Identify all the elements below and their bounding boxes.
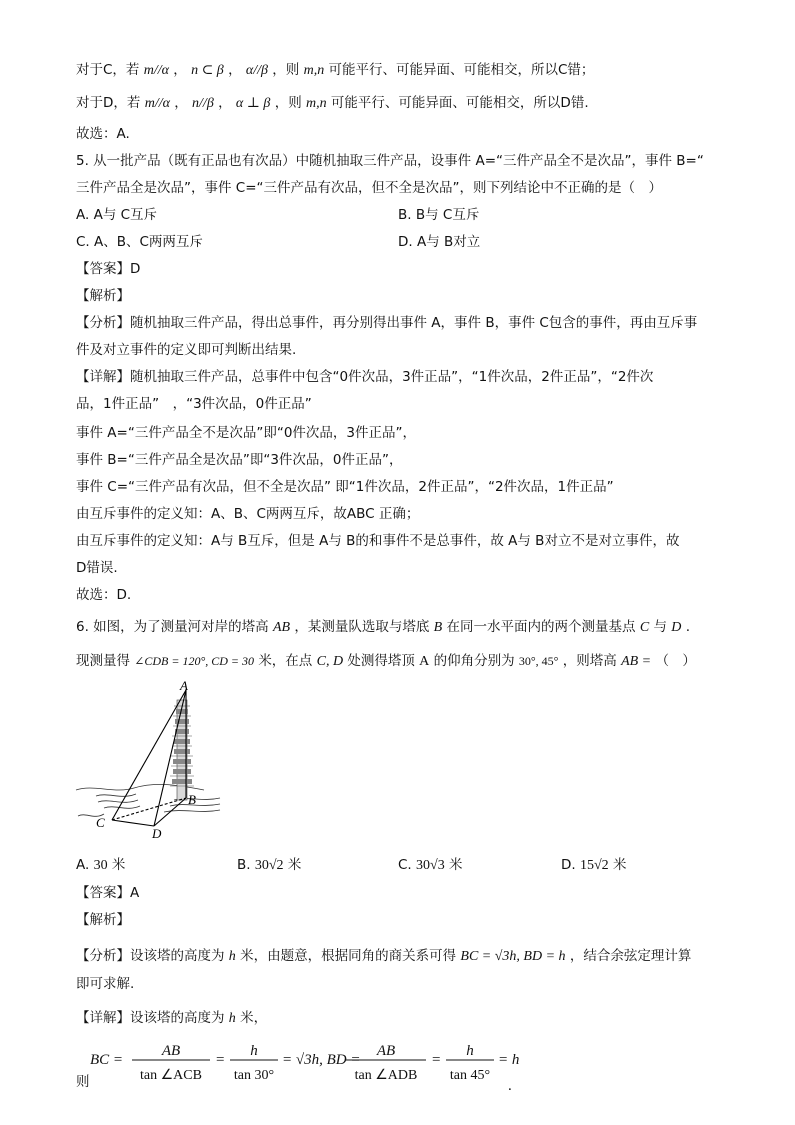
q6-option-d-label: D. — [561, 857, 576, 873]
q5-option-c: C. A、B、C两两互斥 — [76, 234, 203, 250]
q6-stem-dot: . — [685, 619, 690, 635]
q6-stem2-text-3: 处测得塔顶 — [347, 653, 415, 669]
q6-math-angle: ∠CDB = 120°, CD = 30 — [134, 654, 255, 668]
q6-stem-text-2: ，某测量队选取与塔底 — [294, 619, 430, 635]
q6-stem2-text-4: 的仰角分别为 — [433, 653, 515, 669]
q6-option-a-label: A. — [76, 857, 90, 873]
formula-frac4-den: tan 45° — [449, 1068, 491, 1083]
q6-option-c-label: C. — [398, 857, 412, 873]
formula-bc-bd — [76, 1036, 736, 1092]
q6-math-d: D — [671, 620, 682, 635]
q6-detail-math-h: h — [228, 1011, 236, 1026]
q6-stem-line-1 — [76, 617, 690, 638]
tower-figure — [74, 680, 234, 840]
q6-stem-text-4: 与 — [653, 619, 667, 635]
formula-eq4: = h — [498, 1052, 520, 1068]
figure-label-d: D — [152, 826, 162, 840]
q6-analysis-text-2: 米，由题意，根据同角的商关系可得 — [240, 948, 457, 964]
q6-math-b: B — [433, 620, 443, 635]
q6-option-d-value: 15√2 — [579, 858, 609, 873]
q6-analysis-math-bc: BC = √3h, BD = h — [460, 949, 566, 964]
q6-option-a — [76, 855, 125, 876]
formula-eq3: = — [432, 1052, 441, 1068]
case-d-prefix: 对于D，若 — [76, 95, 141, 111]
q5-detail-line-5: 事件 C=“三件产品有次品，但不全是次品” 即“1件次品，2件正品”，“2件次品，1件正品” — [76, 479, 614, 495]
formula-frac3-num: AB — [376, 1043, 396, 1059]
q5-choose-line: 故选：D. — [76, 587, 132, 603]
case-c-line — [76, 60, 594, 81]
q6-math-c: C — [639, 620, 650, 635]
q6-analysis-line-1 — [76, 946, 691, 967]
q5-detail-line-8: D错误. — [76, 560, 118, 576]
river-waves — [76, 784, 220, 816]
formula-bc-label: BC = — [90, 1052, 124, 1068]
q6-analysis-line-2: 即可求解. — [76, 976, 135, 992]
q5-stem-line-2: 三件产品全是次品”，事件 C=“三件产品有次品，但不全是次品”，则下列结论中不正确的是（ ） — [76, 180, 663, 196]
q5-answer: 【答案】D — [76, 261, 141, 277]
q6-option-b-label: B. — [237, 857, 251, 873]
formula-frac1-num: AB — [161, 1043, 181, 1059]
q5-detail-line-2: 品，1件正品” ，“3件次品，0件正品” — [76, 396, 312, 412]
q6-math-ab: AB — [272, 620, 291, 635]
q6-option-a-unit: 米 — [111, 857, 126, 873]
case-c-sep-2: ， — [228, 62, 242, 78]
q6-analysis-text-3: ，结合余弦定理计算 — [569, 948, 692, 964]
q6-answer: 【答案】A — [76, 885, 140, 901]
q6-math-cd: C, D — [316, 654, 344, 669]
case-d-math-2: n//β — [192, 96, 214, 111]
q6-math-angles: 30°, 45° — [518, 654, 559, 668]
q6-stem-text-3: 在同一水平面内的两个测量基点 — [446, 619, 636, 635]
q6-analysis-text-1: 【分析】设该塔的高度为 — [76, 948, 225, 964]
case-c-math-2: n ⊂ β — [191, 63, 224, 78]
q6-option-a-value: 30 — [93, 858, 108, 873]
q6-option-d-unit: 米 — [612, 857, 627, 873]
q6-stem-text-1: 6. 如图，为了测量河对岸的塔高 — [76, 619, 269, 635]
figure-label-b: B — [188, 792, 196, 807]
q6-detail-text-1: 【详解】设该塔的高度为 — [76, 1010, 225, 1026]
formula-frac3-den: tan ∠ADB — [354, 1068, 418, 1083]
q5-analysis-line-2: 件及对立事件的定义即可判断出结果. — [76, 342, 297, 358]
q6-stem2-text-1: 现测量得 — [76, 653, 130, 669]
q5-jiexi-heading: 【解析】 — [76, 288, 130, 304]
case-d-line — [76, 93, 589, 114]
q6-option-b-value: 30√2 — [254, 858, 284, 873]
q6-analysis-math-h: h — [228, 949, 236, 964]
case-c-sep-3: ，则 — [272, 62, 300, 78]
case-d-sep-1: ， — [174, 95, 188, 111]
q6-option-b — [237, 855, 301, 876]
q6-option-b-unit: 米 — [287, 857, 302, 873]
figure-label-a: A — [180, 680, 188, 693]
q5-option-d: D. A与 B对立 — [398, 234, 481, 250]
q6-detail-text-2: 米， — [240, 1010, 268, 1026]
q6-stem-line-2 — [76, 651, 696, 672]
q5-option-b: B. B与 C互斥 — [398, 207, 480, 223]
case-c-math-1: m//α — [143, 63, 169, 78]
q5-stem-line-1: 5. 从一批产品（既有正品也有次品）中随机抽取三件产品，设事件 A=“三件产品全不是次品”，事件 B=“ — [76, 153, 704, 169]
formula-eq1: = — [216, 1052, 225, 1068]
formula-ze: 则 — [76, 1074, 90, 1090]
case-d-math-3: α ⊥ β — [235, 96, 271, 111]
geometry-lines — [112, 690, 186, 826]
q5-detail-line-3: 事件 A=“三件产品全不是次品”即“0件次品，3件正品”， — [76, 425, 416, 441]
formula-frac2-den: tan 30° — [233, 1068, 275, 1083]
q6-option-c-unit: 米 — [449, 857, 463, 873]
formula-eq2: = √3h, BD = — [282, 1052, 361, 1068]
q5-detail-line-7: 由互斥事件的定义知：A与 B互斥，但是 A与 B的和事件不是总事件，故 A与 B对立不是对立事件，故 — [76, 533, 680, 549]
case-c-sep-1: ， — [173, 62, 187, 78]
q5-detail-line-1: 【详解】随机抽取三件产品，总事件中包含“0件次品，3件正品”，“1件次品，2件正品”，“2件次 — [76, 369, 654, 385]
formula-frac1-den: tan ∠ACB — [140, 1068, 202, 1083]
q6-option-c-value: 30√3 — [416, 858, 445, 873]
case-c-math-3: α//β — [245, 63, 268, 78]
case-d-sep-3: ，则 — [274, 95, 302, 111]
q6-jiexi-heading: 【解析】 — [76, 912, 130, 928]
case-d-sep-2: ， — [218, 95, 232, 111]
formula-frac2-num: h — [250, 1043, 258, 1059]
case-c-math-4: m,n — [303, 63, 325, 78]
q6-option-d — [561, 855, 626, 876]
case-c-prefix: 对于C，若 — [76, 62, 140, 78]
case-d-tail: 可能平行、可能异面、可能相交，所以D错. — [330, 95, 589, 111]
figure-label-c: C — [96, 815, 105, 830]
q5-analysis-line-1: 【分析】随机抽取三件产品，得出总事件，再分别得出事件 A，事件 B，事件 C包含的事件，再由互斥事 — [76, 315, 698, 331]
case-d-math-4: m,n — [306, 96, 327, 111]
choose-a-line: 故选：A. — [76, 126, 130, 142]
formula-end: . — [508, 1078, 512, 1092]
q6-stem2-text-2: 米，在点 — [258, 653, 313, 669]
q6-stem2-text-5: ，则塔高 — [562, 653, 617, 669]
case-d-math-1: m//α — [144, 96, 170, 111]
q6-option-c — [398, 855, 463, 876]
formula-frac4-num: h — [466, 1043, 474, 1059]
q6-detail-line-1 — [76, 1008, 267, 1029]
q5-detail-line-4: 事件 B=“三件产品全是次品”即“3件次品，0件正品”， — [76, 452, 403, 468]
q6-math-a: A — [419, 654, 430, 669]
q6-math-ab-eq: AB = — [621, 654, 652, 669]
case-c-tail: 可能平行、可能异面、可能相交，所以C错； — [328, 62, 595, 78]
q6-stem2-text-6: （ ） — [655, 653, 696, 669]
q5-detail-line-6: 由互斥事件的定义知：A、B、C两两互斥，故ABC 正确； — [76, 506, 420, 522]
q5-option-a: A. A与 C互斥 — [76, 207, 158, 223]
